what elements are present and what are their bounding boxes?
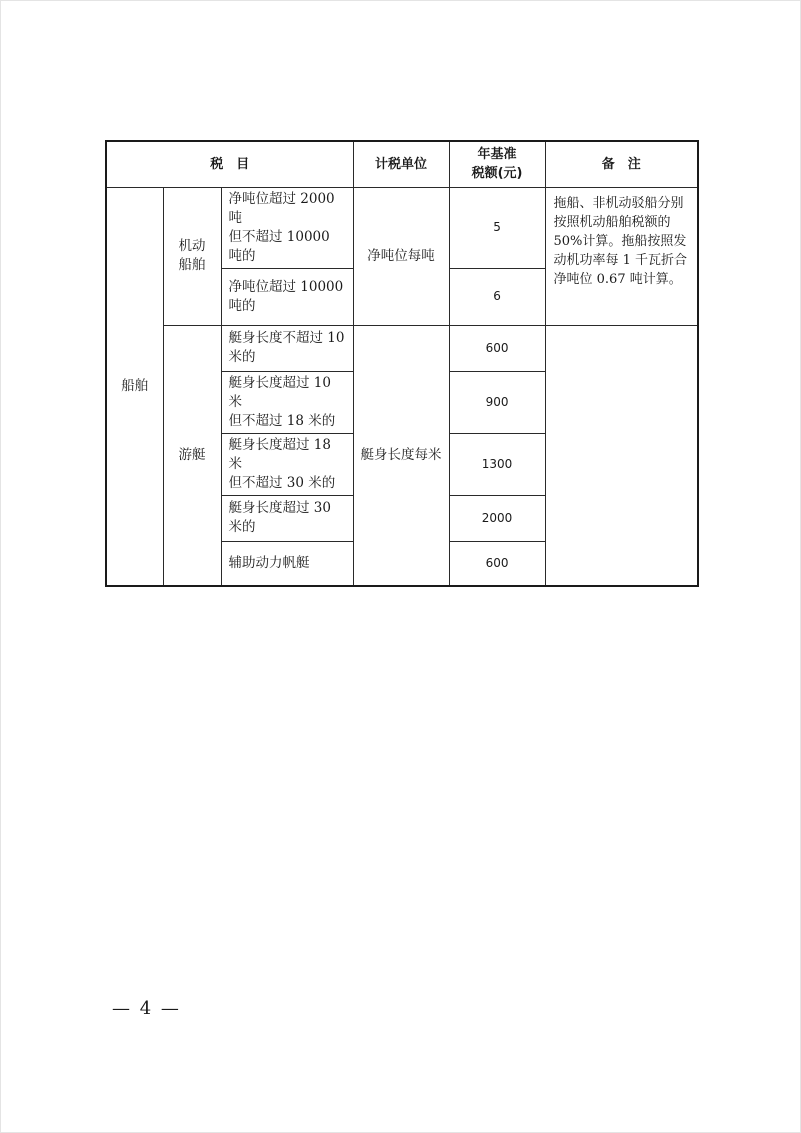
desc-line: 吨的 <box>228 297 256 314</box>
amount-cell: 1300 <box>449 433 545 495</box>
note-line: 净吨位 0.67 吨计算。 <box>553 271 682 287</box>
amount-cell: 600 <box>449 541 545 586</box>
header-annual-base-amount <box>449 141 545 187</box>
item-description <box>221 433 353 495</box>
tax-rate-table <box>105 140 699 587</box>
table-header-row <box>106 141 698 187</box>
table-row <box>106 187 698 268</box>
desc-line: 但不超过 18 米的 <box>228 412 336 429</box>
table-row <box>106 325 698 371</box>
category-cell-ship: 船舶 <box>106 187 163 586</box>
desc-line: 净吨位超过 2000 吨 <box>228 190 335 226</box>
note-line: 按照机动船舶税额的 <box>553 214 671 230</box>
note-cell <box>545 187 698 325</box>
item-description <box>221 187 353 268</box>
group-cell-yacht: 游艇 <box>163 325 221 586</box>
note-line: 50%计算。拖船按照发 <box>553 233 687 249</box>
desc-line: 艇身长度超过 30 米的 <box>228 500 331 535</box>
header-note: 备 注 <box>545 141 698 187</box>
note-line: 拖船、非机动驳船分别 <box>553 195 684 211</box>
desc-line: 艇身长度超过 18 米 <box>228 436 331 472</box>
note-cell-empty <box>545 325 698 586</box>
amount-cell: 6 <box>449 268 545 325</box>
desc-line: 艇身长度超过 10 米 <box>228 374 331 410</box>
desc-line: 净吨位超过 10000 <box>228 278 344 295</box>
header-base-line2: 税额(元) <box>471 166 523 182</box>
item-description <box>221 541 353 586</box>
header-base-line1: 年基准 <box>477 147 517 163</box>
desc-line: 米的 <box>228 349 256 365</box>
group-label-line1: 机动 <box>178 238 206 254</box>
desc-line: 但不超过 10000 吨的 <box>228 228 330 264</box>
desc-line: 但不超过 30 米的 <box>228 474 336 491</box>
amount-cell: 2000 <box>449 495 545 541</box>
item-description <box>221 495 353 541</box>
amount-cell: 5 <box>449 187 545 268</box>
item-description <box>221 371 353 433</box>
header-tax-unit: 计税单位 <box>353 141 449 187</box>
amount-cell: 900 <box>449 371 545 433</box>
amount-cell: 600 <box>449 325 545 371</box>
item-description <box>221 268 353 325</box>
group-cell-motor-ship <box>163 187 221 325</box>
desc-line: 艇身长度不超过 10 <box>228 330 345 346</box>
note-line: 动机功率每 1 千瓦折合 <box>553 252 688 268</box>
header-tax-item: 税 目 <box>106 141 353 187</box>
group-label-line2: 船舶 <box>178 257 206 273</box>
page-number: — 4 — <box>112 998 181 1019</box>
desc-line: 辅助动力帆艇 <box>228 554 310 571</box>
unit-cell-hull-length: 艇身长度每米 <box>353 325 449 586</box>
unit-cell-net-tonnage: 净吨位每吨 <box>353 187 449 325</box>
item-description <box>221 325 353 371</box>
